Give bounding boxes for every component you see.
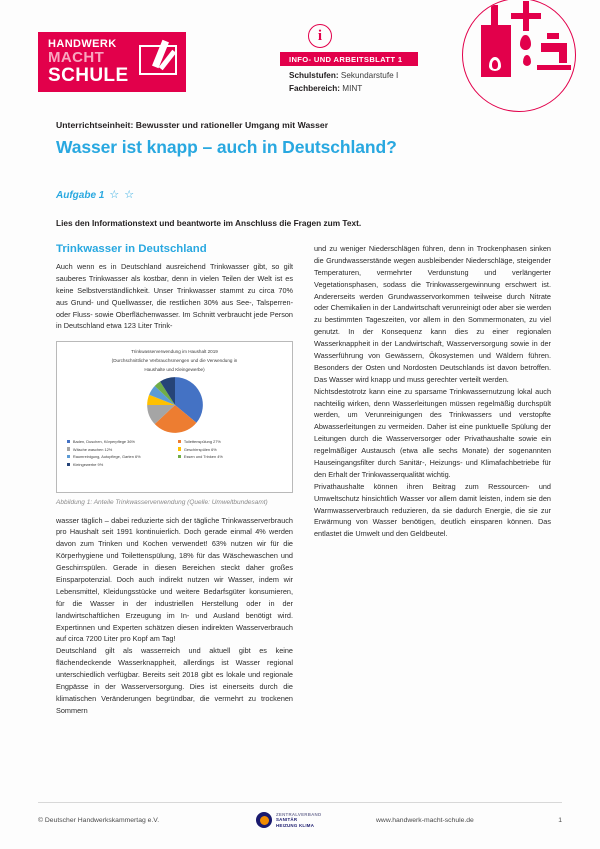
partner-line3: HEIZUNG KLIMA xyxy=(276,822,315,828)
chart-legend xyxy=(63,439,286,467)
partner-line1: ZENTRALVERBAND xyxy=(276,812,322,818)
legend-label: Raumreinigung, Autopflege, Garten 6% xyxy=(72,454,141,460)
school-level-value: Sekundarstufe I xyxy=(340,71,399,80)
legend-swatch-icon xyxy=(178,455,181,458)
chart-title-line1: Trinkwasserverwendung im Haushalt 2019 xyxy=(131,349,218,355)
legend-swatch-icon xyxy=(178,440,181,443)
legend-swatch-icon xyxy=(67,463,70,466)
school-level-label: Schulstufen: xyxy=(289,71,339,80)
partner-logo xyxy=(256,812,321,828)
chart-legend-item xyxy=(178,454,282,459)
partner-line2: SANITÄR xyxy=(276,817,298,823)
partner-logo-wordmark xyxy=(276,812,321,828)
chart-legend-item xyxy=(67,454,171,459)
brand-logo-line3: SCHULE xyxy=(48,64,129,86)
pie-graphic xyxy=(63,376,286,434)
chart-title-line3: Haushalte und Kleingewerbe) xyxy=(144,367,205,373)
article-column-right xyxy=(314,243,551,717)
chart-legend-item xyxy=(67,447,171,452)
legend-label: Toilettenspülung 27% xyxy=(183,439,221,445)
unit-eyebrow: Unterrichtseinheit: Bewusster und rationeller Umgang mit Wasser xyxy=(56,120,329,130)
page-footer xyxy=(38,812,562,840)
pie-svg xyxy=(146,376,204,434)
figure-1 xyxy=(56,341,293,507)
legend-label: Wäsche waschen 12% xyxy=(72,446,113,452)
paragraph: Deutschland gilt als wasserreich und aktuell gibt es keine flächendeckende Wasserknappheit, allerdings ist Wasser regional unterschiedlich verfügbar. Bereits seit 2018 gibt es lokale und regionale Engpässe in der Wasserversorgung. Dies ist einerseits durch die klimatischen Veränderungen begründbar, die vermehrt zu trockenen Sommern xyxy=(56,646,293,715)
paragraph: Privathaushalte können ihren Beitrag zum Ressourcen- und Umweltschutz hinsichtlich Wasser vor allem damit leisten, indem sie den Warmwasserverbrauch reduzieren, da sie dadurch Energie, die sie zur Erwärmung von Wasser benötigen, deutlich einsparen können. Das entlastet die Umwelt und den Geldbeutel. xyxy=(314,481,551,539)
footer-copyright: © Deutscher Handwerkskammertag e.V. xyxy=(38,817,160,824)
task-label: Aufgabe 1 xyxy=(56,190,105,201)
legend-label: Essen und Trinken 4% xyxy=(183,454,223,460)
article-columns xyxy=(56,243,551,717)
chart-legend-item xyxy=(67,462,171,467)
legend-label: Kleingewerbe 9% xyxy=(72,461,104,467)
figure-caption: Abbildung 1: Anteile Trinkwasserverwendung (Quelle: Umweltbundesamt) xyxy=(56,499,268,507)
page-title: Wasser ist knapp – auch in Deutschland? xyxy=(56,137,397,157)
chart-legend-item xyxy=(178,439,282,444)
article-column-left xyxy=(56,243,293,717)
brand-logo-line1: HANDWERK xyxy=(48,37,117,50)
title-block xyxy=(56,120,556,158)
chart-legend-item xyxy=(178,447,282,452)
brand-logo-line2: MACHT xyxy=(48,49,105,67)
difficulty-star-icon: ☆ xyxy=(124,189,135,201)
legend-swatch-icon xyxy=(67,447,70,450)
legend-label: Baden, Duschen, Körperpflege 36% xyxy=(72,439,135,445)
legend-label: Geschirrspülen 6% xyxy=(183,446,217,452)
plumbing-heating-circle-icon xyxy=(462,0,576,112)
computer-pencil-wrench-icon xyxy=(137,41,185,83)
info-i-icon: i xyxy=(308,24,332,48)
brand-logo xyxy=(38,32,186,92)
worksheet-type-ribbon: INFO- UND ARBEITSBLATT 1 xyxy=(280,52,418,66)
footer-page-number: 1 xyxy=(558,817,562,824)
paragraph: wasser täglich – dabei reduzierte sich der tägliche Trinkwasserverbrauch pro Haushalt seit 1991 kontinuierlich. Doch gerade einmal 4% werden davon zum Trinken und Kochen verwendet! 63% nutzen wir für die Körperhygiene und Toilettenspülung, 18% für das Wäschewaschen und Geschirrspülen. Gerade in diesen Bereichen steckt daher großes Einsparpotenzial. Doch auch indirekt nutzen wir Wasser, indem wir Lebensmittel, Kleidungsstücke und weitere Bedarfsgüter konsumieren, für die Wasser in der industriellen Herstellung oder in der landwirtschaftlichen Erzeugung im In- und Ausland benötigt wird. Expertinnen und Experten schätzen diesen indirekten Wasserverbrauch auf circa 7200 Liter pro Kopf am Tag! xyxy=(56,515,293,644)
footer-website-url[interactable]: www.handwerk-macht-schule.de xyxy=(376,817,474,824)
task-header xyxy=(56,190,134,201)
school-level-row xyxy=(289,71,398,80)
paragraph: Nichtsdestotrotz kann eine zu sparsame Trinkwassernutzung lokal auch nachteilig wirken, denn Wasserleitungen müssen regelmäßig durchspült werden, um Verunreinigungen des Trinkwassers und verstopfte Abwasserleitungen zu vermeiden. Daher ist eine punktuelle Spülung der Leitungen durch die Wasserversorger oder Privathaushalte sowie ein regelmäßiger Austausch (etwa alle sechs Monate) der sogenannten Hauseingangsfilter durch Sanitär-, Heizungs- und Klimafachbetriebe für den Erhalt der Trinkwasserqualität wichtig. xyxy=(314,386,551,479)
footer-divider xyxy=(38,802,562,803)
paragraph: Auch wenn es in Deutschland ausreichend Trinkwasser gibt, so gilt sauberes Trinkwasser als kostbar, denn in vielen Teilen der Welt ist es keine Selbstverständlichkeit. Unser Trinkwasser stammt zu circa 70% aus Grund- und Quellwasser, die restlichen 30% aus See-, Talsperren- oder Fluss- sowie Oberflächenwasser. Im Schnitt verbraucht jede Person in Deutschland etwa 123 Liter Trink- xyxy=(56,262,293,331)
legend-swatch-icon xyxy=(178,447,181,450)
subject-label: Fachbereich: xyxy=(289,84,340,93)
pie-chart xyxy=(56,341,293,493)
chart-legend-item xyxy=(67,439,171,444)
subject-row xyxy=(289,84,362,93)
chart-title-line2: (Durchschnittliche Verbrauchsmengen und die Verwendung in xyxy=(111,358,238,364)
paragraph: und zu weniger Niederschlägen führen, denn in Trockenphasen sinken die Grundwasserstände wegen ausbleibender Niederschläge, steigender Temperaturen, vermehrter Verdunstung und verlängerter Vegetationsphasen, sodass die Trinkwassergewinnung erschwert ist. Andererseits werden Grundwasservorkommen teilweise durch Nitrate oder Chemikalien in der Landwirtschaft verunreinigt oder aber sie werden zu bestimmten Tageszeiten, vor allem in den Sommermonaten, zu viel genutzt. In der Konsequenz kann dies zu einer regionalen Wasserknappheit in der Landwirtschaft, Wasserversorgung sowie in der Wasserführung von Gewässern, Ökosystemen und Wäldern führen. Besonders der Osten und Nordosten Deutschlands ist davon betroffen. Das Wasser wird knapp und muss gerechter verteilt werden. xyxy=(314,244,551,384)
task-instruction: Lies den Informationstext und beantworte im Anschluss die Fragen zum Text. xyxy=(56,218,362,228)
brand-logo-wordmark xyxy=(48,39,129,86)
page-header xyxy=(0,0,600,112)
section-heading: Trinkwasser in Deutschland xyxy=(56,243,207,255)
subject-value: MINT xyxy=(342,84,363,93)
zvshk-ring-logo xyxy=(256,812,272,828)
legend-swatch-icon xyxy=(67,455,70,458)
legend-swatch-icon xyxy=(67,440,70,443)
difficulty-star-icon: ☆ xyxy=(109,189,120,201)
worksheet-meta-badge xyxy=(280,20,570,110)
